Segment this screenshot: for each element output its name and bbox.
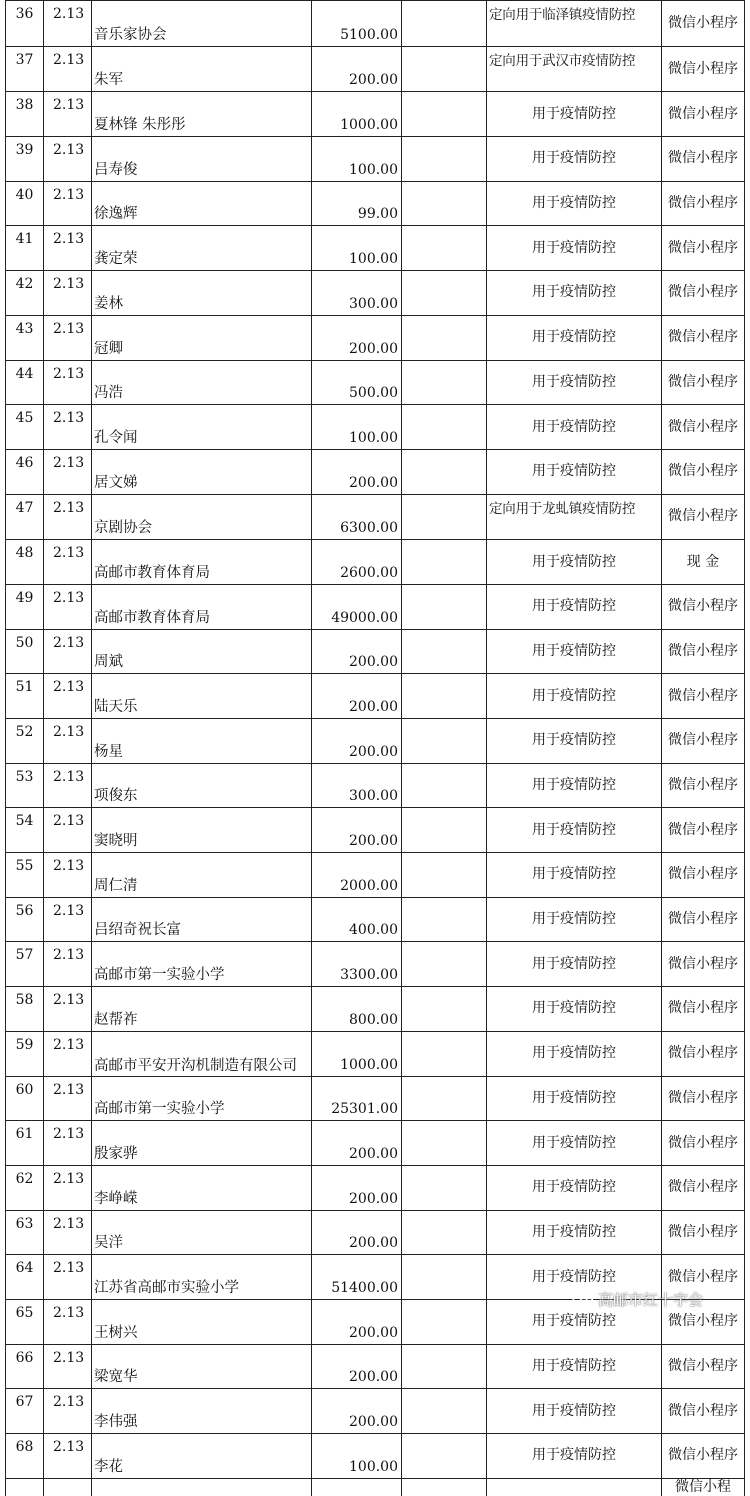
empty-cell <box>402 719 487 764</box>
purpose-cell: 用于疫情防控 <box>487 987 662 1032</box>
channel-cell: 微信小程序 <box>662 271 745 316</box>
amount-cell: 1000.00 <box>312 92 402 137</box>
channel-cell: 微信小程序 <box>662 405 745 450</box>
purpose-cell: 定向用于临泽镇疫情防控 <box>487 1 662 47</box>
table-row <box>6 405 745 450</box>
empty-cell <box>402 1031 487 1076</box>
donor-name-cell: 李伟强 <box>92 1389 312 1434</box>
empty-cell <box>402 1121 487 1166</box>
date-cell: 2.13 <box>44 629 92 674</box>
date-cell: 2.13 <box>44 1210 92 1255</box>
channel-cell: 现 金 <box>662 540 745 585</box>
date-cell: 2.13 <box>44 271 92 316</box>
amount-cell: 300.00 <box>312 763 402 808</box>
table-row <box>6 181 745 226</box>
donor-name-cell: 冯浩 <box>92 360 312 405</box>
donor-name-cell: 项俊东 <box>92 763 312 808</box>
date-cell: 2.13 <box>44 92 92 137</box>
date-cell: 2.13 <box>44 763 92 808</box>
purpose-cell: 用于疫情防控 <box>487 92 662 137</box>
empty-cell <box>402 1076 487 1121</box>
donor-name-cell: 江苏省高邮市实验小学 <box>92 1255 312 1300</box>
amount-cell: 100.00 <box>312 1434 402 1479</box>
empty-cell <box>402 1478 487 1496</box>
donor-name-cell: 赵帮祚 <box>92 987 312 1032</box>
row-number-cell: 68 <box>6 1434 44 1479</box>
purpose-cell: 用于疫情防控 <box>487 1389 662 1434</box>
table-row <box>6 92 745 137</box>
amount-cell: 5100.00 <box>312 1 402 47</box>
empty-cell <box>402 405 487 450</box>
amount-cell: 100.00 <box>312 405 402 450</box>
purpose-cell: 定向用于龙虬镇疫情防控 <box>487 494 662 540</box>
amount-cell: 3300.00 <box>312 942 402 987</box>
table-row <box>6 629 745 674</box>
purpose-cell: 用于疫情防控 <box>487 540 662 585</box>
date-cell: 2.13 <box>44 1121 92 1166</box>
amount-cell: 800.00 <box>312 987 402 1032</box>
empty-cell <box>402 449 487 494</box>
empty-cell <box>402 1255 487 1300</box>
empty-cell <box>402 1165 487 1210</box>
empty-cell <box>402 674 487 719</box>
row-number-cell: 50 <box>6 629 44 674</box>
amount-cell: 200.00 <box>312 315 402 360</box>
purpose-cell: 用于疫情防控 <box>487 315 662 360</box>
row-number-cell: 48 <box>6 540 44 585</box>
donor-name-cell: 高邮市第一实验小学 <box>92 1076 312 1121</box>
row-number-cell: 53 <box>6 763 44 808</box>
table-row <box>6 1165 745 1210</box>
table-row <box>6 1076 745 1121</box>
donor-name-cell: 杨星 <box>92 719 312 764</box>
empty-cell <box>402 540 487 585</box>
empty-cell <box>402 629 487 674</box>
row-number-cell: 40 <box>6 181 44 226</box>
purpose-cell: 用于疫情防控 <box>487 1344 662 1389</box>
row-number-cell: 38 <box>6 92 44 137</box>
channel-cell: 微信小程序 <box>662 629 745 674</box>
row-number-cell: 46 <box>6 449 44 494</box>
date-cell: 2.13 <box>44 449 92 494</box>
row-number-cell: 61 <box>6 1121 44 1166</box>
purpose-cell: 用于疫情防控 <box>487 1210 662 1255</box>
channel-cell: 微信小程序 <box>662 1076 745 1121</box>
date-cell: 2.13 <box>44 1076 92 1121</box>
row-number-cell: 56 <box>6 897 44 942</box>
donor-name-cell: 王树兴 <box>92 1299 312 1344</box>
channel-cell: 微信小程序 <box>662 226 745 271</box>
channel-cell: 微信小程序 <box>662 46 745 92</box>
purpose-cell: 用于疫情防控 <box>487 1165 662 1210</box>
donor-name-cell: 周斌 <box>92 629 312 674</box>
date-cell: 2.13 <box>44 674 92 719</box>
purpose-cell: 定向用于武汉市疫情防控 <box>487 46 662 92</box>
table-row <box>6 1434 745 1479</box>
donor-name-cell: 居文娣 <box>92 449 312 494</box>
purpose-cell: 用于疫情防控 <box>487 897 662 942</box>
channel-cell: 微信小程序 <box>662 808 745 853</box>
table-row <box>6 808 745 853</box>
date-cell: 2.13 <box>44 1389 92 1434</box>
row-number-cell: 51 <box>6 674 44 719</box>
purpose-cell: 用于疫情防控 <box>487 853 662 898</box>
row-number-cell: 41 <box>6 226 44 271</box>
date-cell: 2.13 <box>44 1299 92 1344</box>
table-row <box>6 137 745 182</box>
purpose-cell: 用于疫情防控 <box>487 405 662 450</box>
empty-cell <box>402 942 487 987</box>
empty-cell <box>402 315 487 360</box>
purpose-cell: 用于疫情防控 <box>487 763 662 808</box>
table-row <box>6 763 745 808</box>
donor-name-cell: 梁宽华 <box>92 1344 312 1389</box>
date-cell: 2.13 <box>44 1031 92 1076</box>
row-number-cell: 59 <box>6 1031 44 1076</box>
table-row <box>6 1344 745 1389</box>
donor-name-cell: 李花 <box>92 1434 312 1479</box>
channel-cell: 微信小程序 <box>662 1031 745 1076</box>
table-row <box>6 271 745 316</box>
donor-name-cell: 姜林 <box>92 271 312 316</box>
amount-cell: 200.00 <box>312 1121 402 1166</box>
purpose-cell: 用于疫情防控 <box>487 449 662 494</box>
empty-cell <box>92 1478 312 1496</box>
table-row <box>6 1210 745 1255</box>
amount-cell: 200.00 <box>312 46 402 92</box>
table-row <box>6 719 745 764</box>
amount-cell: 200.00 <box>312 1165 402 1210</box>
date-cell: 2.13 <box>44 540 92 585</box>
channel-cell: 微信小程序 <box>662 674 745 719</box>
channel-cell: 微信小程序 <box>662 360 745 405</box>
channel-cell: 微信小程序 <box>662 1434 745 1479</box>
purpose-cell: 用于疫情防控 <box>487 1031 662 1076</box>
row-number-cell: 62 <box>6 1165 44 1210</box>
date-cell: 2.13 <box>44 405 92 450</box>
amount-cell: 1000.00 <box>312 1031 402 1076</box>
channel-cell: 微信小程序 <box>662 1344 745 1389</box>
empty-cell <box>402 584 487 629</box>
channel-cell: 微信小程序 <box>662 763 745 808</box>
empty-cell <box>402 897 487 942</box>
empty-cell <box>402 226 487 271</box>
purpose-cell: 用于疫情防控 <box>487 226 662 271</box>
donor-name-cell: 夏林锋 朱彤彤 <box>92 92 312 137</box>
channel-cell: 微信小程序 <box>662 584 745 629</box>
donor-name-cell: 陆天乐 <box>92 674 312 719</box>
row-number-cell: 52 <box>6 719 44 764</box>
empty-cell <box>6 1478 44 1496</box>
date-cell: 2.13 <box>44 181 92 226</box>
date-cell: 2.13 <box>44 808 92 853</box>
donor-name-cell: 殷家骅 <box>92 1121 312 1166</box>
empty-cell <box>487 1478 662 1496</box>
donor-name-cell: 高邮市第一实验小学 <box>92 942 312 987</box>
table-row <box>6 46 745 92</box>
row-number-cell: 63 <box>6 1210 44 1255</box>
table-row <box>6 1 745 47</box>
channel-cell: 微信小程序 <box>662 494 745 540</box>
watermark <box>572 1286 703 1312</box>
date-cell: 2.13 <box>44 137 92 182</box>
row-number-cell: 37 <box>6 46 44 92</box>
table-row <box>6 540 745 585</box>
amount-cell: 2600.00 <box>312 540 402 585</box>
date-cell: 2.13 <box>44 897 92 942</box>
purpose-cell: 用于疫情防控 <box>487 1076 662 1121</box>
donor-name-cell: 高邮市教育体育局 <box>92 540 312 585</box>
table-row <box>6 449 745 494</box>
date-cell: 2.13 <box>44 1434 92 1479</box>
amount-cell: 200.00 <box>312 1210 402 1255</box>
date-cell: 2.13 <box>44 1 92 47</box>
date-cell: 2.13 <box>44 1255 92 1300</box>
channel-cell: 微信小程序 <box>662 315 745 360</box>
row-number-cell: 43 <box>6 315 44 360</box>
wechat-icon <box>572 1290 594 1308</box>
amount-cell: 200.00 <box>312 449 402 494</box>
date-cell: 2.13 <box>44 226 92 271</box>
row-number-cell: 64 <box>6 1255 44 1300</box>
channel-cell: 微信小程序 <box>662 1210 745 1255</box>
channel-cell: 微信小程序 <box>662 987 745 1032</box>
date-cell: 2.13 <box>44 1344 92 1389</box>
date-cell: 2.13 <box>44 719 92 764</box>
donor-name-cell: 音乐家协会 <box>92 1 312 47</box>
row-number-cell: 65 <box>6 1299 44 1344</box>
channel-cell: 微信小程序 <box>662 181 745 226</box>
amount-cell: 200.00 <box>312 674 402 719</box>
donor-name-cell: 朱军 <box>92 46 312 92</box>
purpose-cell: 用于疫情防控 <box>487 942 662 987</box>
empty-cell <box>402 1389 487 1434</box>
purpose-cell: 用于疫情防控 <box>487 719 662 764</box>
table-row <box>6 315 745 360</box>
row-number-cell: 36 <box>6 1 44 47</box>
channel-cell: 微信小程序 <box>662 92 745 137</box>
purpose-cell: 用于疫情防控 <box>487 1255 662 1300</box>
row-number-cell: 42 <box>6 271 44 316</box>
row-number-cell: 58 <box>6 987 44 1032</box>
purpose-cell: 用于疫情防控 <box>487 1121 662 1166</box>
purpose-cell: 用于疫情防控 <box>487 360 662 405</box>
empty-cell <box>44 1478 92 1496</box>
row-number-cell: 54 <box>6 808 44 853</box>
amount-cell: 200.00 <box>312 1299 402 1344</box>
channel-cell: 微信小程序 <box>662 1165 745 1210</box>
row-number-cell: 66 <box>6 1344 44 1389</box>
amount-cell: 100.00 <box>312 226 402 271</box>
channel-cell: 微信小程序 <box>662 1299 745 1344</box>
row-number-cell: 67 <box>6 1389 44 1434</box>
amount-cell: 100.00 <box>312 137 402 182</box>
date-cell: 2.13 <box>44 360 92 405</box>
channel-cell: 微信小程序 <box>662 449 745 494</box>
empty-cell <box>402 137 487 182</box>
table-row <box>6 1389 745 1434</box>
purpose-cell: 用于疫情防控 <box>487 1434 662 1479</box>
empty-cell <box>402 494 487 540</box>
empty-cell <box>402 46 487 92</box>
donor-name-cell: 高邮市平安开沟机制造有限公司 <box>92 1031 312 1076</box>
purpose-cell: 用于疫情防控 <box>487 271 662 316</box>
watermark-text: 高邮市红十字会 <box>598 1290 704 1309</box>
table-row <box>6 360 745 405</box>
date-cell: 2.13 <box>44 315 92 360</box>
table-row <box>6 584 745 629</box>
table-row <box>6 226 745 271</box>
donor-name-cell: 京剧协会 <box>92 494 312 540</box>
row-number-cell: 49 <box>6 584 44 629</box>
donor-name-cell: 吕绍奇祝长富 <box>92 897 312 942</box>
donation-table <box>5 0 745 1496</box>
amount-cell: 200.00 <box>312 1344 402 1389</box>
donor-name-cell: 吕寿俊 <box>92 137 312 182</box>
empty-cell <box>402 763 487 808</box>
row-number-cell: 45 <box>6 405 44 450</box>
purpose-cell: 用于疫情防控 <box>487 629 662 674</box>
purpose-cell: 用于疫情防控 <box>487 181 662 226</box>
amount-cell: 200.00 <box>312 1389 402 1434</box>
table-body <box>6 1 745 1496</box>
date-cell: 2.13 <box>44 853 92 898</box>
channel-cell: 微信小程序 <box>662 942 745 987</box>
date-cell: 2.13 <box>44 46 92 92</box>
row-number-cell: 44 <box>6 360 44 405</box>
row-number-cell: 57 <box>6 942 44 987</box>
amount-cell: 400.00 <box>312 897 402 942</box>
donor-name-cell: 孔令闻 <box>92 405 312 450</box>
table-row-partial <box>6 1478 745 1496</box>
channel-cell: 微信小程序 <box>662 897 745 942</box>
purpose-cell: 用于疫情防控 <box>487 1299 662 1344</box>
donor-name-cell: 周仁清 <box>92 853 312 898</box>
channel-cell: 微信小程序 <box>662 719 745 764</box>
channel-cell: 微信小程序 <box>662 1 745 47</box>
purpose-cell: 用于疫情防控 <box>487 808 662 853</box>
row-number-cell: 60 <box>6 1076 44 1121</box>
table-row <box>6 494 745 540</box>
table-row <box>6 897 745 942</box>
amount-cell: 200.00 <box>312 629 402 674</box>
empty-cell <box>402 853 487 898</box>
amount-cell: 500.00 <box>312 360 402 405</box>
empty-cell <box>402 1434 487 1479</box>
empty-cell <box>402 1299 487 1344</box>
amount-cell: 300.00 <box>312 271 402 316</box>
empty-cell <box>402 92 487 137</box>
channel-cell: 微信小程序 <box>662 1255 745 1300</box>
row-number-cell: 55 <box>6 853 44 898</box>
donor-name-cell: 高邮市教育体育局 <box>92 584 312 629</box>
donor-name-cell: 吴洋 <box>92 1210 312 1255</box>
row-number-cell: 47 <box>6 494 44 540</box>
channel-cell: 微信小程序 <box>662 1121 745 1166</box>
table-row <box>6 1121 745 1166</box>
channel-cell: 微信小程序 <box>662 1389 745 1434</box>
amount-cell: 99.00 <box>312 181 402 226</box>
date-cell: 2.13 <box>44 494 92 540</box>
empty-cell <box>402 987 487 1032</box>
empty-cell <box>402 181 487 226</box>
empty-cell <box>402 808 487 853</box>
date-cell: 2.13 <box>44 942 92 987</box>
amount-cell: 25301.00 <box>312 1076 402 1121</box>
empty-cell <box>312 1478 402 1496</box>
donor-name-cell: 李峥嵘 <box>92 1165 312 1210</box>
donor-name-cell: 窦晓明 <box>92 808 312 853</box>
donor-name-cell: 徐逸辉 <box>92 181 312 226</box>
date-cell: 2.13 <box>44 1165 92 1210</box>
table-row <box>6 1031 745 1076</box>
purpose-cell: 用于疫情防控 <box>487 137 662 182</box>
purpose-cell: 用于疫情防控 <box>487 674 662 719</box>
amount-cell: 200.00 <box>312 719 402 764</box>
table-row <box>6 942 745 987</box>
empty-cell <box>402 1344 487 1389</box>
table-row <box>6 853 745 898</box>
amount-cell: 200.00 <box>312 808 402 853</box>
channel-cell: 微信小程序 <box>662 853 745 898</box>
table-row <box>6 987 745 1032</box>
amount-cell: 2000.00 <box>312 853 402 898</box>
amount-cell: 49000.00 <box>312 584 402 629</box>
empty-cell <box>402 360 487 405</box>
purpose-cell: 用于疫情防控 <box>487 584 662 629</box>
date-cell: 2.13 <box>44 987 92 1032</box>
channel-cell: 微信小程序 <box>662 137 745 182</box>
date-cell: 2.13 <box>44 584 92 629</box>
channel-cell: 微信小程 <box>662 1478 745 1496</box>
amount-cell: 51400.00 <box>312 1255 402 1300</box>
table-row <box>6 674 745 719</box>
empty-cell <box>402 1 487 47</box>
empty-cell <box>402 1210 487 1255</box>
empty-cell <box>402 271 487 316</box>
donor-name-cell: 冠卿 <box>92 315 312 360</box>
row-number-cell: 39 <box>6 137 44 182</box>
amount-cell: 6300.00 <box>312 494 402 540</box>
donor-name-cell: 龚定荣 <box>92 226 312 271</box>
